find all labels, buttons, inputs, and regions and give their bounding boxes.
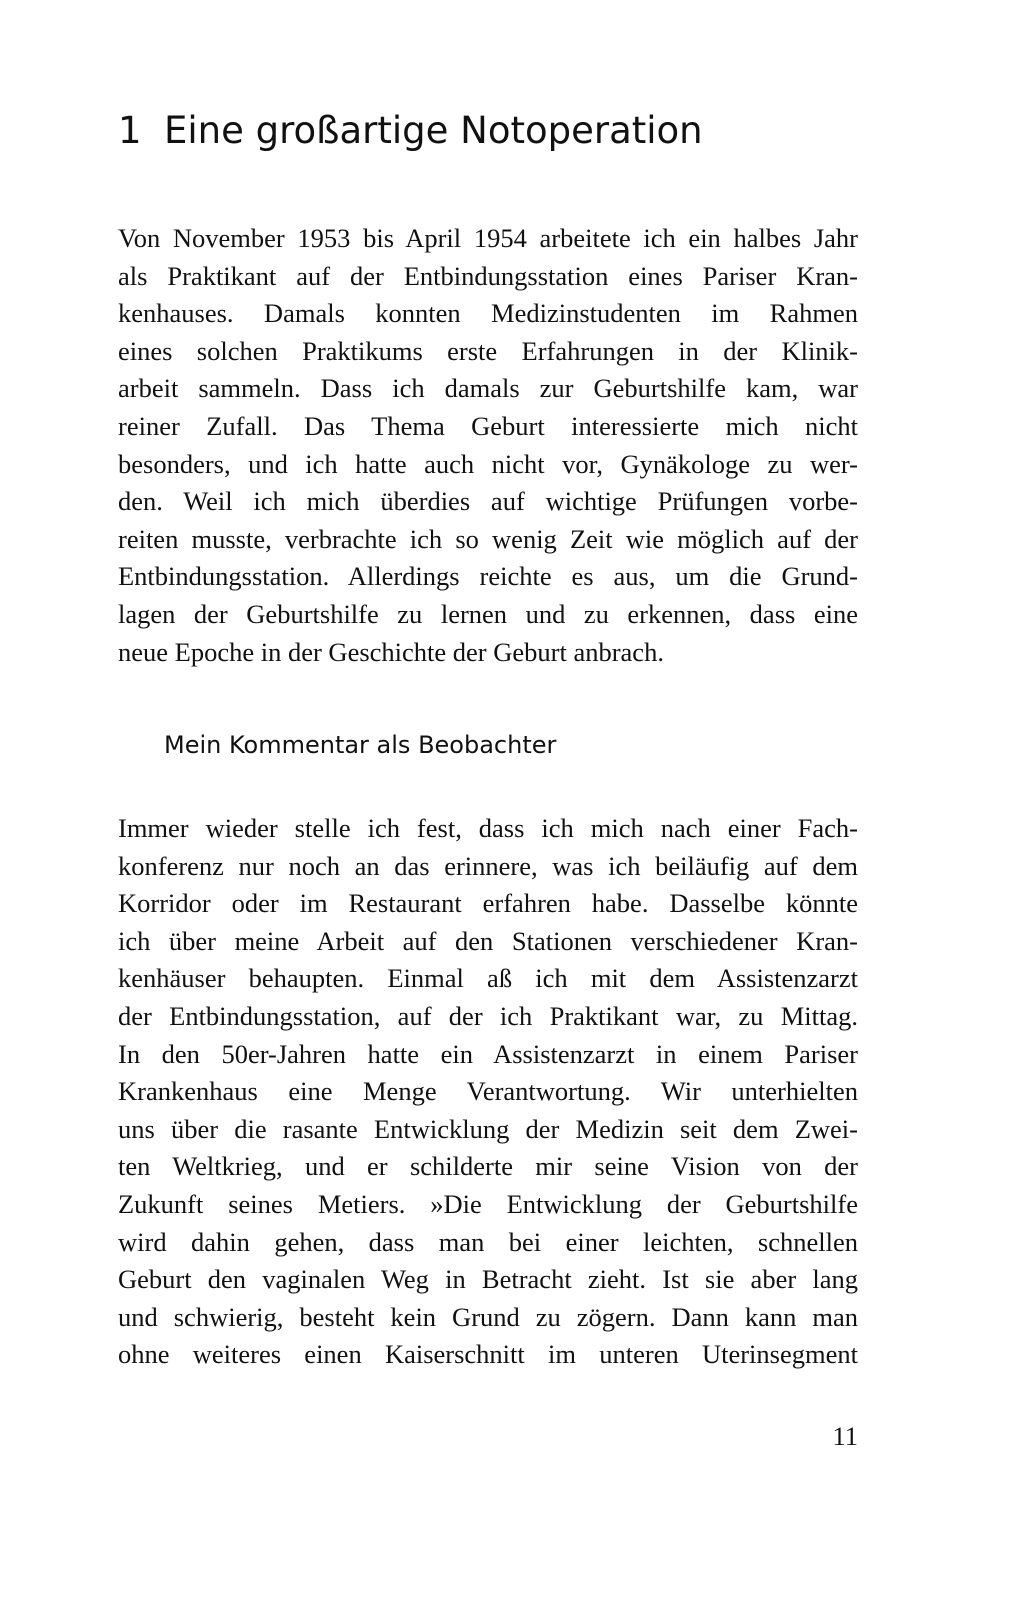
paragraph-commentary [118,810,858,1374]
text-line: In den 50er-Jahren hatte ein Assistenzarzt in einem Pariser [118,1038,858,1069]
text-line: Korridor oder im Restaurant erfahren habe. Dasselbe könnte [118,888,858,919]
text-line: wird dahin gehen, dass man bei einer leichten, schnellen [118,1226,858,1257]
chapter-title-text: Eine großartige Notoperation [164,109,703,152]
text-line: reiten musste, verbrachte ich so wenig Zeit wie möglich auf der [118,523,858,554]
text-line: den. Weil ich mich überdies auf wichtige Prüfungen vorbe- [118,486,858,517]
page-number: 11 [832,1421,858,1451]
text-line: kenhauses. Damals konnten Medizinstudenten im Rahmen [118,298,858,329]
text-line: kenhäuser behaupten. Einmal aß ich mit dem Assistenzarzt [118,963,858,994]
text-line: arbeit sammeln. Dass ich damals zur Geburtshilfe kam, war [118,373,858,404]
text-line: uns über die rasante Entwicklung der Medizin seit dem Zwei- [118,1113,858,1144]
text-line: Zukunft seines Metiers. »Die Entwicklung der Geburtshilfe [118,1188,858,1219]
text-line: neue Epoche in der Geschichte der Geburt anbrach. [118,636,664,667]
text-line: konferenz nur noch an das erinnere, was ich beiläufig auf dem [118,850,858,881]
text-line: als Praktikant auf der Entbindungsstation eines Pariser Kran- [118,260,858,291]
paragraph-intro [118,220,858,671]
text-line: eines solchen Praktikums erste Erfahrungen in der Klinik- [118,335,858,366]
text-line: ten Weltkrieg, und er schilderte mir seine Vision von der [118,1151,858,1182]
text-line: reiner Zufall. Das Thema Geburt interessierte mich nicht [118,410,858,441]
text-line: Immer wieder stelle ich fest, dass ich mich nach einer Fach- [118,813,858,843]
text-line: ich über meine Arbeit auf den Stationen verschiedener Kran- [118,925,858,956]
text-line: Geburt den vaginalen Weg in Betracht zieht. Ist sie aber lang [118,1264,858,1295]
chapter-title [118,104,918,158]
text-line: und schwierig, besteht kein Grund zu zögern. Dann kann man [118,1301,858,1332]
text-line: lagen der Geburtshilfe zu lernen und zu erkennen, dass eine [118,598,858,629]
text-line: Von November 1953 bis April 1954 arbeitete ich ein halbes Jahr [118,223,858,253]
text-line: der Entbindungsstation, auf der ich Praktikant war, zu Mittag. [118,1000,858,1031]
chapter-number: 1 [118,109,142,152]
text-line: besonders, und ich hatte auch nicht vor, Gynäkologe zu wer- [118,448,858,479]
text-line: Entbindungsstation. Allerdings reichte es aus, um die Grund- [118,561,858,592]
text-line: Krankenhaus eine Menge Verantwortung. Wir unterhielten [118,1076,858,1107]
text-line: ohne weiteres einen Kaiserschnitt im unteren Uterinsegment [118,1339,858,1370]
section-heading: Mein Kommentar als Beobachter [164,731,557,759]
